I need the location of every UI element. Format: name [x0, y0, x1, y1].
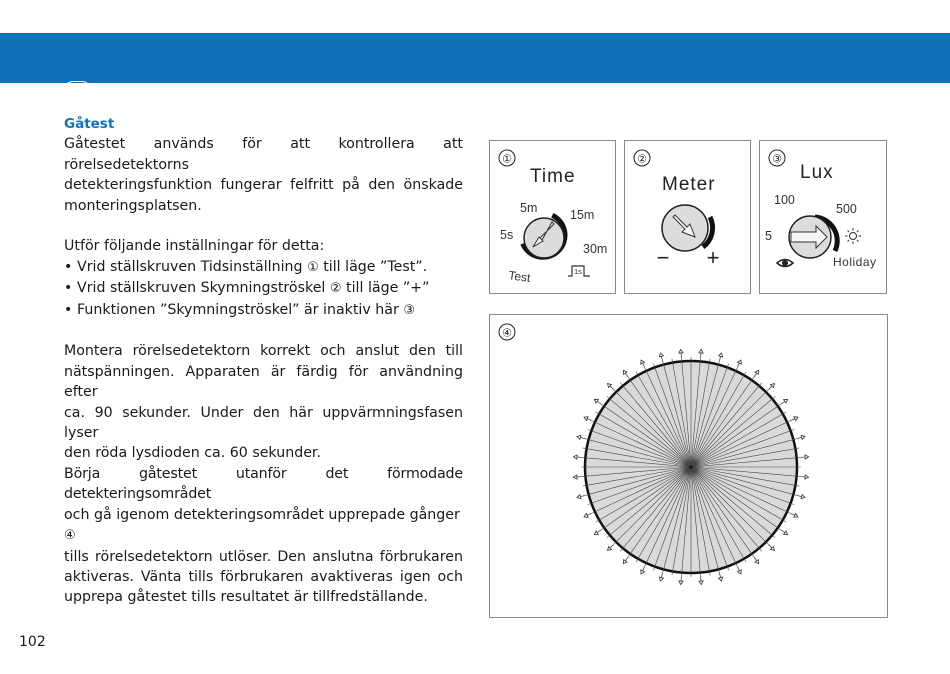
- instructions-column: [64, 114, 463, 608]
- time-dial-figure: [489, 140, 616, 294]
- dial-label: 100: [774, 193, 795, 207]
- list-item: • Vrid ställskruven Tidsinställning ① till läge ”Test”.: [64, 257, 463, 278]
- dial-label: 5s: [500, 228, 514, 242]
- ref-number: ①: [307, 259, 319, 275]
- paragraph-line: nätspänningen. Apparaten är färdig för användning efter: [64, 363, 463, 401]
- intro-line: monteringsplatsen.: [64, 197, 202, 214]
- figure-title: Time: [530, 166, 576, 187]
- paragraph-line: tills rörelsedetektorn utlöser. Den anslutna förbrukaren: [64, 548, 463, 565]
- figure-number: ②: [637, 153, 647, 166]
- ref-number: ④: [64, 528, 76, 544]
- eye-icon: [777, 260, 793, 267]
- dial-label: Holiday: [833, 255, 877, 269]
- lux-dial-figure: [759, 140, 887, 294]
- dial-label: 1s: [574, 267, 582, 276]
- ref-number: ③: [403, 302, 415, 318]
- walk-test-figure: [489, 314, 888, 618]
- paragraph-line: Montera rörelsedetektorn korrekt och anslut den till: [64, 343, 463, 360]
- dial-label: 15m: [570, 208, 595, 222]
- list-item: • Vrid ställskruven Skymningströskel ② till läge ”+”: [64, 278, 463, 299]
- ref-number: ②: [329, 281, 342, 297]
- dial-label: Test: [507, 268, 532, 286]
- header-band: [0, 33, 950, 95]
- meter-minus-label: −: [656, 245, 670, 270]
- dial-label: 5m: [520, 201, 538, 215]
- walk-paths: [573, 349, 808, 584]
- figure-number: ④: [502, 327, 512, 340]
- dial-label: 5: [765, 229, 772, 243]
- settings-intro: Utför följande inställningar för detta:: [64, 238, 325, 255]
- intro-line: detekteringsfunktion fungerar felfritt på den önskade: [64, 177, 463, 194]
- dial-label: 30m: [583, 242, 608, 256]
- figure-title: Meter: [662, 174, 716, 195]
- page-number: 102: [19, 634, 46, 650]
- paragraph-line: och gå igenom detekteringsområdet upprepade gånger ④: [64, 506, 460, 544]
- sun-icon: [845, 228, 861, 244]
- dial-label: 500: [836, 202, 857, 216]
- list-item: • Funktionen ”Skymningströskel” är inaktiv här ③: [64, 300, 463, 321]
- meter-plus-label: +: [706, 245, 720, 270]
- paragraph-line: Börja gåtestet utanför det förmodade detekteringsområdet: [64, 465, 463, 503]
- figure-number: ①: [502, 153, 512, 166]
- intro-line: Gåtestet används för att kontrollera att rörelsedetektorns: [64, 136, 463, 173]
- language-badge: S: [64, 81, 91, 99]
- paragraph-line: upprepa gåtestet tills resultatet är tillfredställande.: [64, 589, 428, 606]
- meter-dial-figure: [624, 140, 751, 294]
- paragraph-line: ca. 90 sekunder. Under den här uppvärmningsfasen lyser: [64, 404, 463, 442]
- section-heading: Gåtest: [64, 116, 115, 132]
- paragraph-line: den röda lysdioden ca. 60 sekunder.: [64, 445, 321, 462]
- figure-title: Lux: [800, 162, 834, 183]
- figure-number: ③: [772, 153, 782, 166]
- paragraph-line: aktiveras. Vänta tills förbrukaren avaktiveras igen och: [64, 568, 463, 585]
